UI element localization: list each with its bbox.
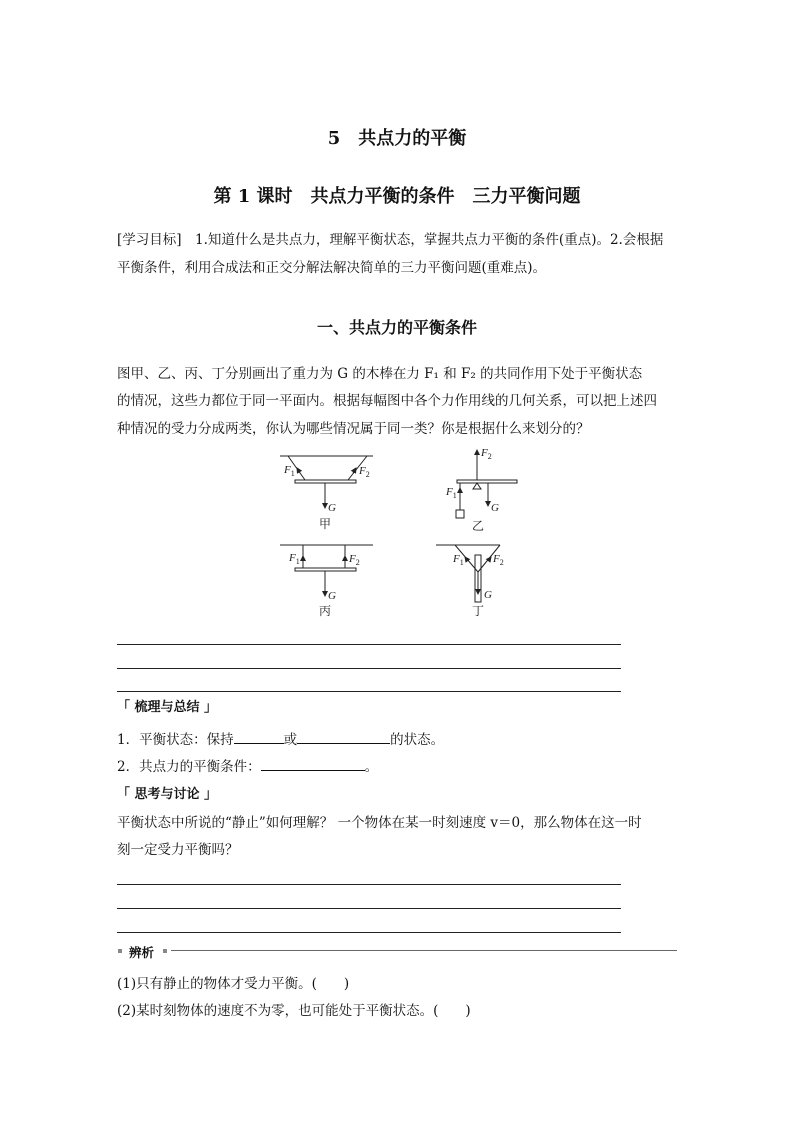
- summary-item-text: 的状态。: [390, 732, 445, 748]
- label-f1: $F_1$: [446, 486, 457, 500]
- answer-line[interactable]: [117, 884, 621, 885]
- discussion-line: 刻一定受力平衡吗？: [117, 842, 239, 858]
- answer-line[interactable]: [117, 908, 621, 909]
- summary-tag: 「 梳理与总结 」: [117, 700, 218, 715]
- answer-line[interactable]: [117, 932, 621, 933]
- fill-blank[interactable]: [261, 756, 365, 771]
- fill-blank[interactable]: [234, 729, 284, 744]
- label-f1: $F_1$: [289, 552, 300, 566]
- summary-item-text: 2．共点力的平衡条件：: [117, 759, 261, 775]
- analysis-tag: 辨析: [129, 945, 155, 960]
- label-f2: $F_2$: [359, 465, 370, 479]
- section-heading: 一、共点力的平衡条件: [316, 318, 477, 337]
- summary-item-1: [117, 729, 444, 749]
- objectives-text: 1.知道什么是共点力，理解平衡状态，掌握共点力平衡的条件(重点)。2.会根据: [195, 232, 664, 248]
- analysis-header: [117, 943, 677, 959]
- label-f1: $F_1$: [453, 553, 464, 567]
- intro-paragraph-line: 种情况的受力分成两类，你认为哪些情况属于同一类？你是根据什么来划分的？: [117, 421, 590, 437]
- diagram-jia: [280, 456, 373, 508]
- diagram-yi: [456, 450, 517, 518]
- discussion-line: 平衡状态中所说的“静止”如何理解？ 一个物体在某一时刻速度 v＝0，那么物体在这一时: [117, 815, 642, 831]
- answer-line[interactable]: [117, 644, 621, 645]
- caption-bing: 丙: [319, 604, 332, 618]
- square-bullet-icon: [163, 949, 167, 953]
- divider: [171, 950, 677, 951]
- intro-paragraph-line: 的情况，这些力都位于同一平面内。根据每幅图中各个力作用线的几何关系，可以把上述四: [117, 393, 657, 409]
- lesson-title: 第 1 课时 共点力平衡的条件 三力平衡问题: [213, 186, 581, 207]
- discussion-tag: 「 思考与讨论 」: [117, 787, 218, 802]
- caption-yi: 乙: [472, 519, 485, 533]
- caption-jia: 甲: [319, 517, 332, 531]
- label-f2: $F_2$: [493, 553, 504, 567]
- label-f1: $F_1$: [284, 464, 295, 478]
- label-f2: $F_2$: [481, 447, 492, 461]
- label-g: G: [484, 589, 492, 601]
- square-bullet-icon: [118, 949, 122, 953]
- intro-paragraph-line: 图甲、乙、丙、丁分别画出了重力为 G 的木棒在力 F₁ 和 F₂ 的共同作用下处于平衡状态: [117, 366, 643, 382]
- summary-item-text: 。: [364, 759, 379, 775]
- page-title: 5 共点力的平衡: [327, 128, 467, 149]
- objectives-line-2: 平衡条件，利用合成法和正交分解法解决简单的三力平衡问题(重难点)。: [117, 260, 547, 276]
- caption-ding: 丁: [472, 604, 485, 618]
- summary-item-text: 1．平衡状态：保持: [117, 732, 234, 748]
- summary-item-2: [117, 756, 378, 776]
- answer-line[interactable]: [117, 668, 621, 669]
- label-g: G: [328, 590, 336, 602]
- judgement-item: (1)只有静止的物体才受力平衡。( ): [117, 976, 350, 992]
- judgement-item: (2)某时刻物体的速度不为零，也可能处于平衡状态。( ): [117, 1003, 471, 1019]
- objectives-label: [学习目标]: [117, 232, 182, 248]
- label-g: G: [491, 502, 499, 514]
- label-f2: $F_2$: [349, 553, 360, 567]
- answer-line[interactable]: [117, 691, 621, 692]
- fill-blank[interactable]: [297, 729, 390, 744]
- label-g: G: [328, 502, 336, 514]
- summary-item-text: 或: [283, 732, 298, 748]
